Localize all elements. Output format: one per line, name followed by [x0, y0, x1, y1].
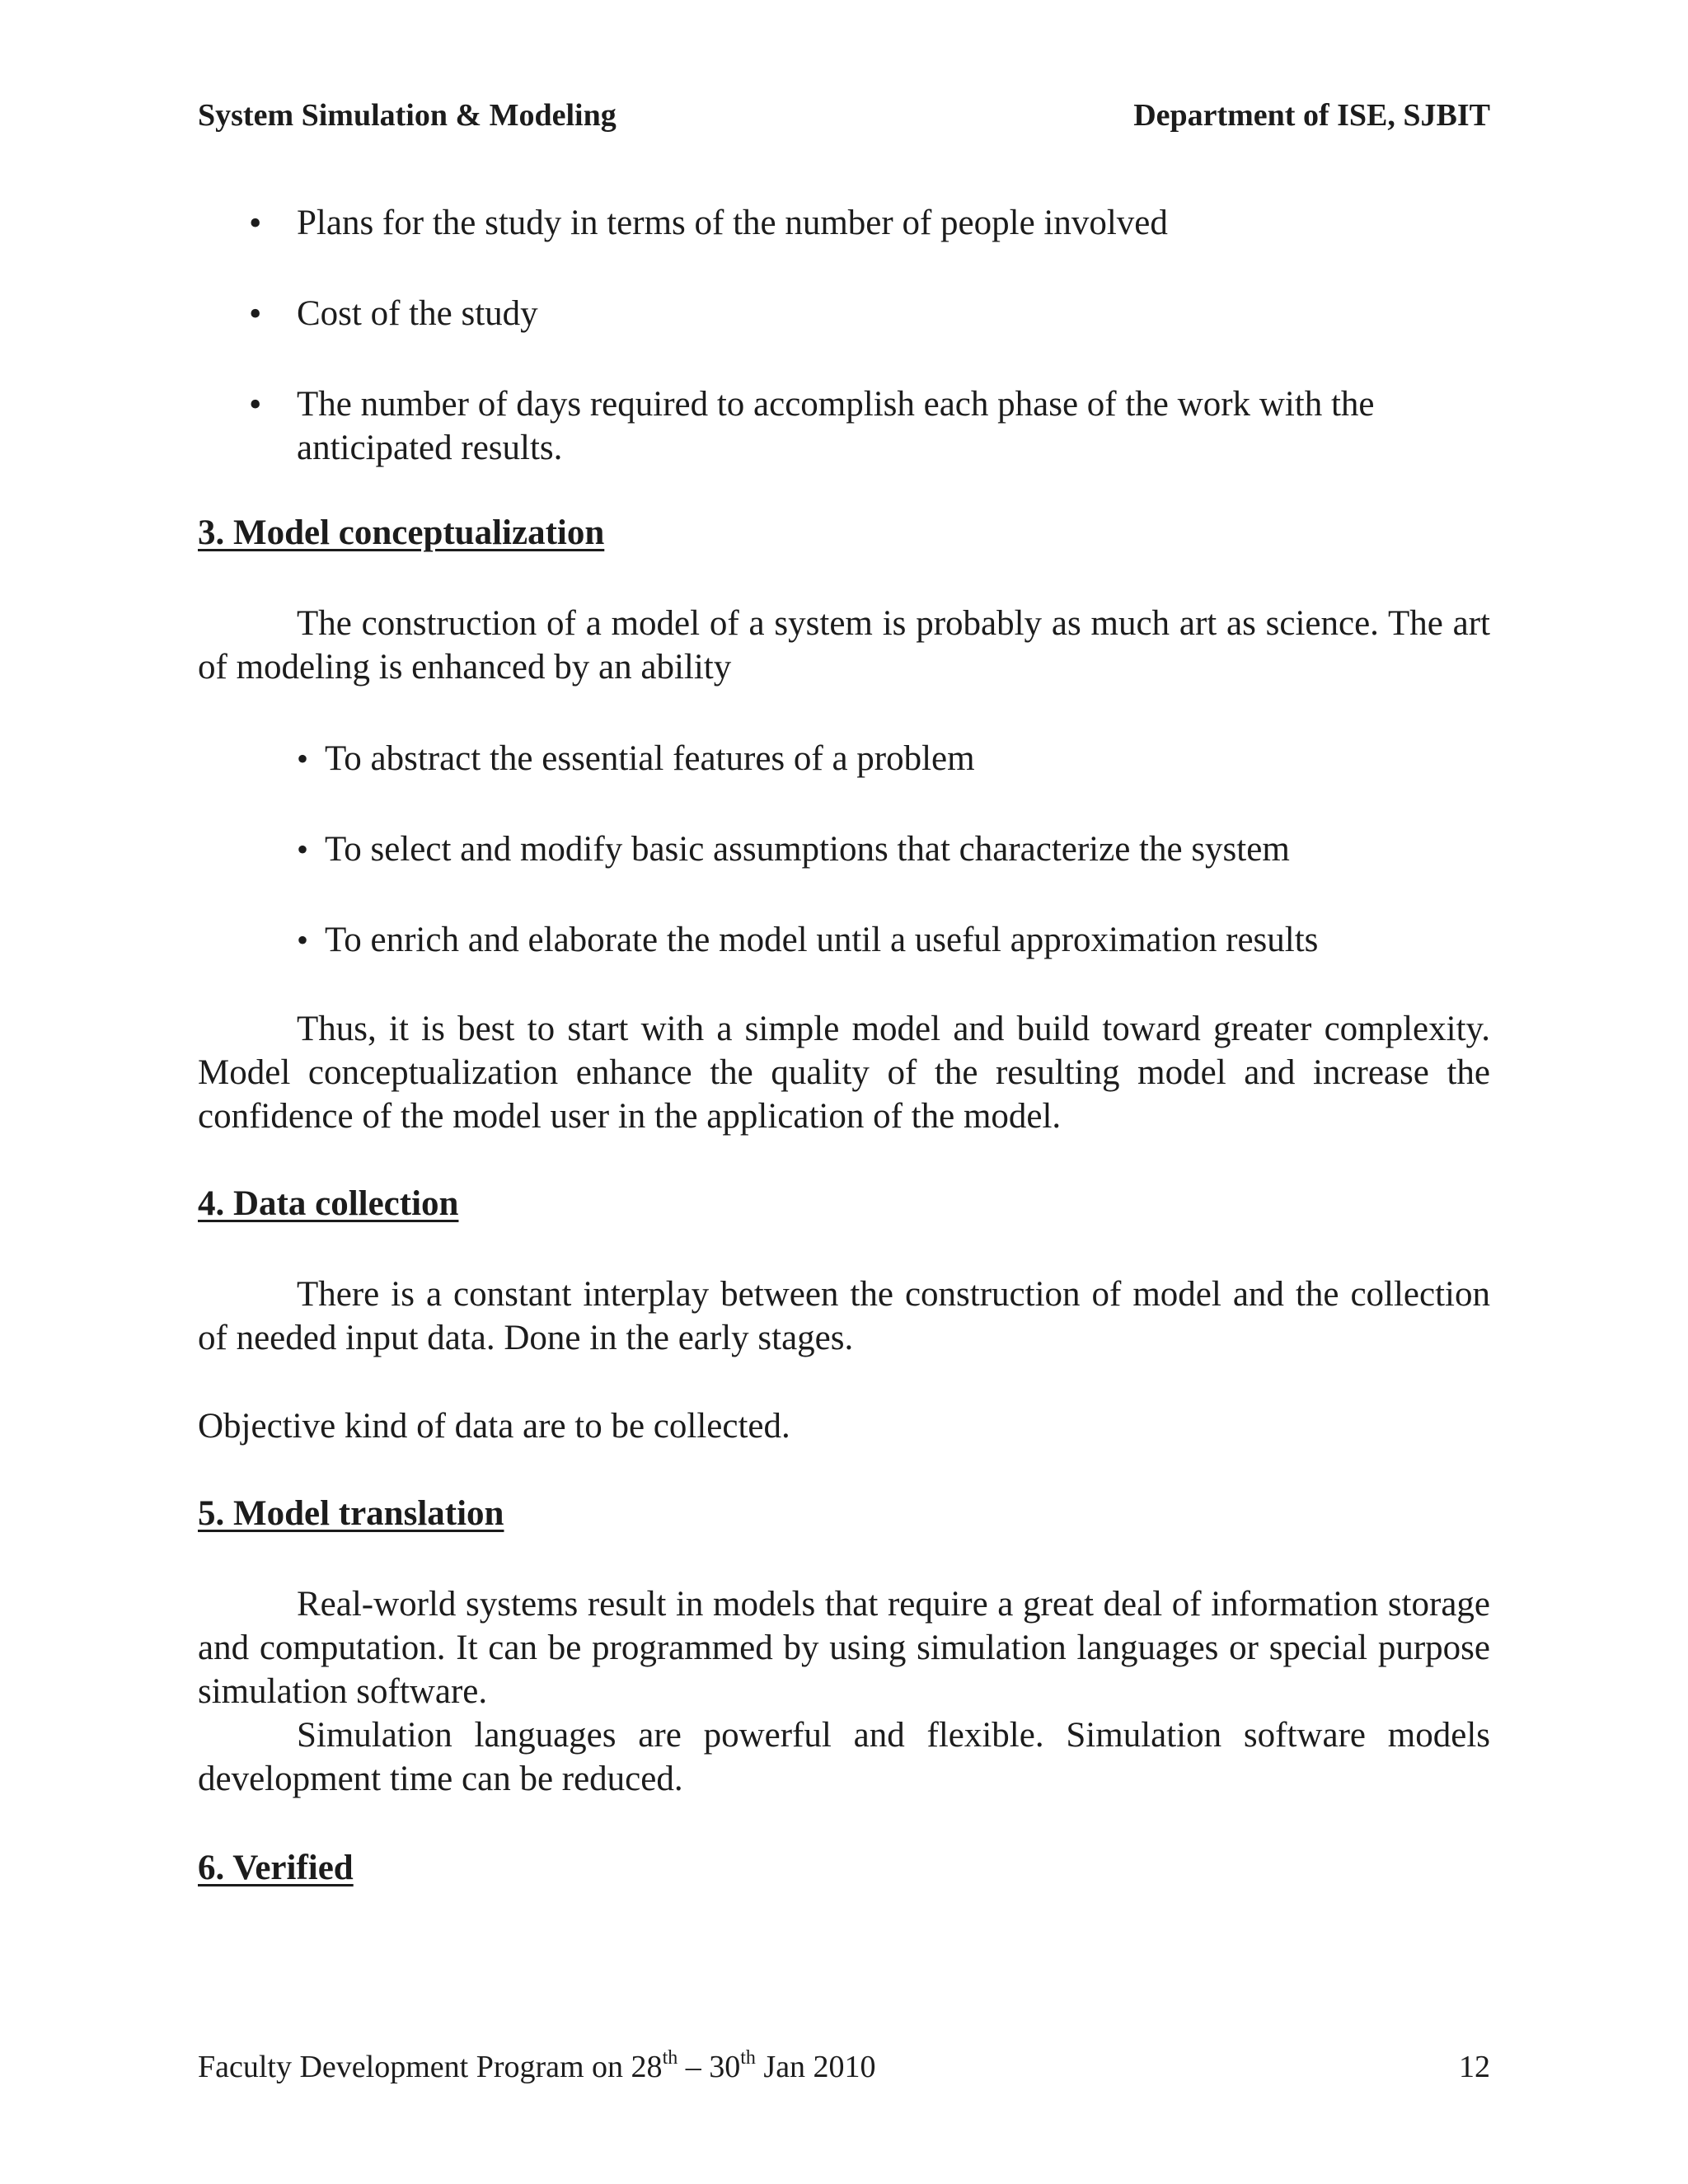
page-number: 12	[1459, 2050, 1490, 2084]
paragraph-model-translation-2	[198, 1713, 1490, 1801]
paragraph-text: Objective kind of data are to be collected.	[198, 1407, 790, 1446]
bullet-icon: •	[297, 740, 309, 777]
paragraph-model-conceptualization-conclusion	[198, 1007, 1490, 1138]
list-item-text: Cost of the study	[297, 294, 538, 333]
bullet-icon: •	[249, 203, 262, 243]
header-course-title: System Simulation & Modeling	[198, 98, 617, 133]
page-header	[198, 97, 1490, 134]
list-item	[297, 737, 1490, 780]
paragraph-data-objective	[198, 1404, 1490, 1448]
list-item	[297, 918, 1490, 962]
list-item-text: To abstract the essential features of a problem	[325, 739, 975, 778]
list-item	[249, 292, 1490, 335]
paragraph-text: Real-world systems result in models that require a great deal of information storage and computation. It can be programmed by using simulation languages or special purpose simulation software.	[198, 1585, 1490, 1711]
page-footer	[198, 2049, 1490, 2085]
footer-program-text: Faculty Development Program on 28th – 30th Jan 2010	[198, 2047, 876, 2084]
section-heading-verified: 6. Verified	[198, 1849, 354, 1887]
list-item	[297, 827, 1490, 871]
paragraph-text: Simulation languages are powerful and flexible. Simulation software models development time can be reduced.	[198, 1716, 1490, 1798]
bullet-icon: •	[249, 293, 262, 334]
bullet-icon: •	[297, 921, 309, 958]
list-item	[249, 201, 1490, 245]
paragraph-data-collection	[198, 1272, 1490, 1360]
section-heading-model-translation: 5. Model translation	[198, 1494, 504, 1533]
bullet-icon: •	[249, 384, 262, 424]
list-item-text: To select and modify basic assumptions that characterize the system	[325, 830, 1290, 869]
paragraph-text: Thus, it is best to start with a simple model and build toward greater complexity. Model conceptualization enhance the quality of the resulting model and increase the confidence of the model user in the application of the model.	[198, 1010, 1490, 1136]
paragraph-text: The construction of a model of a system is probably as much art as science. The art of modeling is enhanced by an ability	[198, 604, 1490, 687]
section-heading-model-conceptualization: 3. Model conceptualization	[198, 513, 605, 552]
paragraph-model-conceptualization-intro	[198, 602, 1490, 689]
bullet-icon: •	[297, 831, 309, 868]
paragraph-model-translation-1	[198, 1582, 1490, 1713]
section-heading-data-collection: 4. Data collection	[198, 1184, 459, 1223]
document-page	[198, 0, 1490, 2184]
list-item	[249, 382, 1490, 470]
header-department: Department of ISE, SJBIT	[1133, 98, 1490, 133]
list-item-text: The number of days required to accomplish each phase of the work with the anticipated results.	[297, 385, 1375, 467]
paragraph-text: There is a constant interplay between the construction of model and the collection of needed input data. Done in the early stages.	[198, 1275, 1490, 1357]
list-item-text: Plans for the study in terms of the number of people involved	[297, 204, 1168, 242]
list-item-text: To enrich and elaborate the model until a useful approximation results	[325, 921, 1319, 959]
